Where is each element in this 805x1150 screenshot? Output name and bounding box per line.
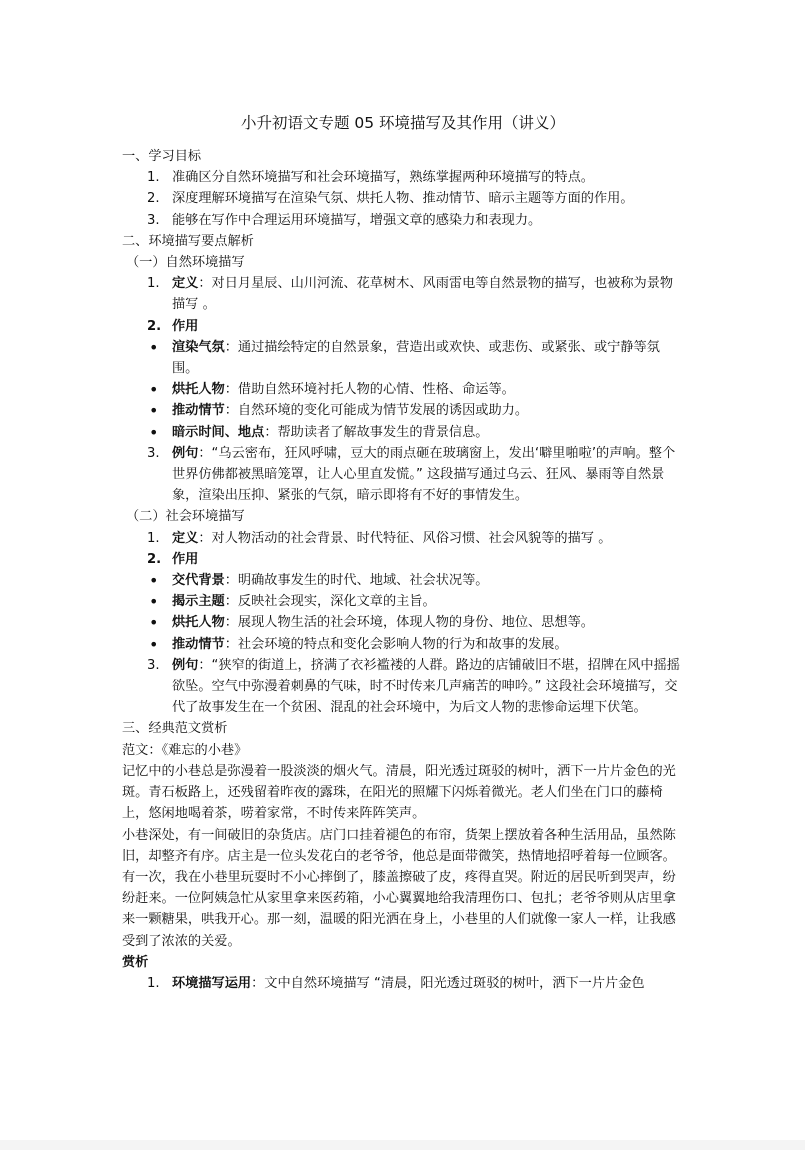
role-label: 作用	[172, 318, 199, 334]
bullet-label: 烘托人物	[172, 615, 225, 631]
goal-item-2	[122, 188, 684, 209]
list-marker: 1.	[147, 530, 160, 546]
natural-role-heading	[122, 316, 684, 337]
social-bullet-4	[122, 634, 684, 655]
document-content	[122, 110, 684, 994]
social-definition	[122, 528, 684, 549]
bullet-icon: •	[149, 571, 159, 591]
bullet-text: ：借助自然环境衬托人物的心情、性格、命运等。	[224, 382, 515, 398]
bullet-icon: •	[149, 634, 159, 654]
list-marker: 1.	[147, 276, 160, 292]
bullet-label: 暗示时间、地点	[172, 424, 265, 440]
natural-bullet-2	[122, 379, 684, 400]
section-heading-essay: 三、经典范文赏析	[122, 721, 228, 737]
bullet-text: ：明确故事发生的时代、地域、社会状况等。	[224, 573, 489, 589]
analysis-text: ：文中自然环境描写 “清晨，阳光透过斑驳的树叶，洒下一片片金色	[251, 975, 645, 991]
list-marker: 1.	[147, 170, 160, 186]
natural-definition	[122, 273, 684, 315]
bullet-text: ：反映社会现实，深化文章的主旨。	[224, 594, 436, 610]
social-role-heading	[122, 549, 684, 570]
analysis-item-1	[122, 973, 684, 994]
bullet-label: 推动情节	[172, 636, 225, 652]
social-bullet-2	[122, 591, 684, 612]
bullet-text: ：展现人物生活的社会环境，体现人物的身份、地位、思想等。	[224, 615, 594, 631]
bullet-label: 渲染气氛	[172, 339, 225, 355]
bullet-text: ：通过描绘特定的自然景象，营造出或欢快、或悲伤、或紧张、或宁静等氛围。	[172, 339, 660, 377]
natural-bullet-1	[122, 337, 684, 379]
essay-paragraph-1: 记忆中的小巷总是弥漫着一股淡淡的烟火气。清晨，阳光透过斑驳的树叶，洒下一片片金色的光斑。青石板路上，还残留着昨夜的露珠，在阳光的照耀下闪烁着微光。老人们坐在门口的藤椅上，悠闲地喝着茶，唠着家常，不时传来阵阵笑声。	[122, 763, 676, 822]
list-marker: 2.	[147, 191, 160, 207]
example-text: ：“狭窄的街道上，挤满了衣衫褴褛的人群。路边的店铺破旧不堪，招牌在风中摇摇欲坠。空气中弥漫着刺鼻的气味，时不时传来几声痛苦的呻吟。” 这段社会环境描写，交代了故事发生在一个贫困、混乱的社会环境中，为后文人物的悲惨命运埋下伏笔。	[172, 657, 680, 716]
page-title: 小升初语文专题 05 环境描写及其作用（讲义）	[240, 114, 566, 132]
bullet-label: 揭示主题	[172, 594, 225, 610]
bullet-label: 推动情节	[172, 403, 225, 419]
bullet-icon: •	[149, 422, 159, 442]
goal-text: 深度理解环境描写在渲染气氛、烘托人物、推动情节、暗示主题等方面的作用。	[172, 191, 634, 207]
social-bullet-1	[122, 570, 684, 591]
bullet-text: ：帮助读者了解故事发生的背景信息。	[264, 424, 489, 440]
natural-bullet-3	[122, 400, 684, 421]
bullet-icon: •	[149, 613, 159, 633]
list-marker: 2.	[147, 551, 162, 567]
example-label: 例句	[172, 657, 199, 673]
definition-label: 定义	[172, 276, 199, 292]
goal-text: 能够在写作中合理运用环境描写，增强文章的感染力和表现力。	[172, 212, 542, 228]
example-label: 例句	[172, 445, 199, 461]
analysis-label: 环境描写运用	[172, 975, 252, 991]
list-marker: 3.	[147, 657, 160, 673]
bullet-label: 交代背景	[172, 573, 225, 589]
natural-bullet-4	[122, 422, 684, 443]
bullet-icon: •	[149, 337, 159, 357]
list-marker: 1.	[147, 975, 160, 991]
bullet-icon: •	[149, 401, 159, 421]
goal-text: 准确区分自然环境描写和社会环境描写，熟练掌握两种环境描写的特点。	[172, 170, 594, 186]
definition-text: ：对日月星辰、山川河流、花草树木、风雨雷电等自然景物的描写，也被称为景物描写 。	[172, 276, 674, 313]
goal-item-1	[122, 167, 684, 188]
essay-title: 范文：《难忘的小巷》	[122, 742, 248, 758]
example-text: ：“乌云密布，狂风呼啸，豆大的雨点砸在玻璃窗上，发出‘噼里啪啦’的声响。整个世界仿佛都被黑暗笼罩，让人心里直发慌。” 这段描写通过乌云、狂风、暴雨等自然景象，渲染出压抑、紧张的气氛，暗示即将有不好的事情发生。	[172, 445, 676, 504]
list-marker: 2.	[147, 318, 162, 334]
subsection-heading-social: （二）社会环境描写	[126, 509, 245, 525]
role-label: 作用	[172, 551, 199, 567]
list-marker: 3.	[147, 212, 160, 228]
essay-paragraph-2: 小巷深处，有一间破旧的杂货店。店门口挂着褪色的布帘，货架上摆放着各种生活用品，虽然陈旧，却整齐有序。店主是一位头发花白的老爷爷，他总是面带微笑，热情地招呼着每一位顾客。	[122, 827, 676, 864]
analysis-heading: 赏析	[122, 954, 149, 970]
essay-paragraph-3: 有一次，我在小巷里玩耍时不小心摔倒了，膝盖擦破了皮，疼得直哭。附近的居民听到哭声，纷纷赶来。一位阿姨急忙从家里拿来医药箱，小心翼翼地给我清理伤口、包扎；老爷爷则从店里拿来一颗糖果，哄我开心。那一刻，温暖的阳光洒在身上，小巷里的人们就像一家人一样，让我感受到了浓浓的关爱。	[122, 869, 676, 949]
natural-example	[122, 443, 684, 507]
bullet-label: 烘托人物	[172, 382, 225, 398]
definition-text: ：对人物活动的社会背景、时代特征、风俗习惯、社会风貌等的描写 。	[198, 530, 612, 546]
section-heading-goals: 一、学习目标	[122, 149, 202, 164]
goal-item-3	[122, 210, 684, 231]
social-example	[122, 655, 684, 719]
social-bullet-3	[122, 612, 684, 633]
bullet-text: ：自然环境的变化可能成为情节发展的诱因或助力。	[224, 403, 529, 419]
section-heading-analysis: 二、环境描写要点解析	[122, 233, 254, 249]
bullet-icon: •	[149, 592, 159, 612]
bullet-icon: •	[149, 380, 159, 400]
list-marker: 3.	[147, 445, 160, 461]
definition-label: 定义	[172, 530, 199, 546]
bullet-text: ：社会环境的特点和变化会影响人物的行为和故事的发展。	[224, 636, 568, 652]
subsection-heading-natural: （一）自然环境描写	[126, 255, 245, 271]
